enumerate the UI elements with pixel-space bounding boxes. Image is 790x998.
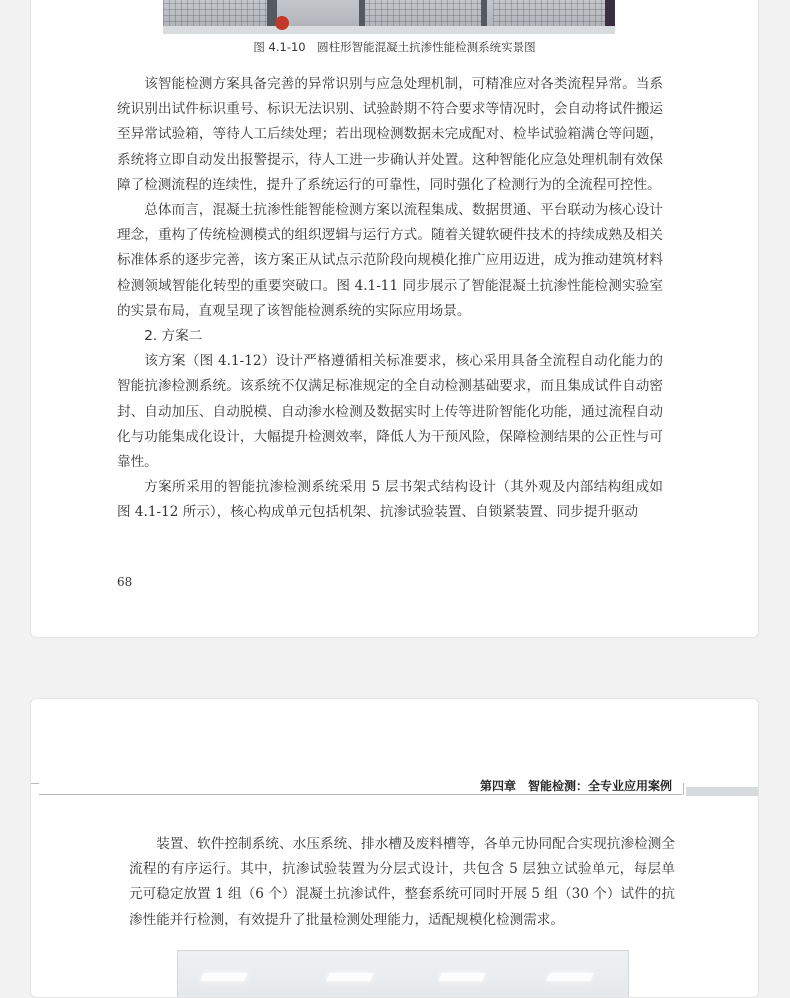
photo-ceiling-light [326, 973, 374, 981]
photo-ceiling-light [438, 973, 486, 981]
photo-ceiling-light [546, 973, 594, 981]
paragraph: 该智能检测方案具备完善的异常识别与应急处理机制，可精准应对各类流程异常。当系统识别出试件标识重号、标识无法识别、试验龄期不符合要求等情况时，会自动将试件搬运至异常试验箱，等待人工后续处理；若出现检测数据未完成配对、检毕试验箱满仓等问题，系统将立即自动发出报警提示，待人工进一步确认并处置。这种智能化应急处理机制有效保障了检测流程的连续性，提升了系统运行的可靠性，同时强化了检测行为的全流程可控性。 [117, 76, 663, 193]
header-rule-left [31, 783, 39, 784]
document-page-68 [30, 0, 759, 638]
chapter-title: 第四章 智能检测：全专业应用案例 [479, 779, 672, 793]
header-tick [683, 783, 684, 795]
photo-ceiling-light [200, 973, 248, 981]
body-text-page2 [129, 832, 675, 933]
page-number: 68 [117, 575, 133, 589]
paragraph: 装置、软件控制系统、水压系统、排水槽及废料槽等，各单元协同配合实现抗渗检测全流程的有序运行。其中，抗渗试验装置为分层式设计，共包含 5 层独立试验单元，每层单元可稳定放置 1 组（6 个）混凝土抗渗试件，整套系统可同时开展 5 组（30 个）试件的抗渗性能并行检测，有效提升了批量检测处理能力，适配规模化检测需求。 [129, 836, 675, 928]
header-rule [39, 794, 682, 795]
figure-caption: 图 4.1-10 圆柱形智能混凝土抗渗性能检测系统实景图 [253, 40, 536, 54]
section-heading: 2. 方案二 [144, 328, 203, 345]
paragraph: 该方案（图 4.1-12）设计严格遵循相关标准要求，核心采用具备全流程自动化能力的智能抗渗检测系统。该系统不仅满足标准规定的全自动检测基础要求，而且集成试件自动密封、自动加压、自动脱模、自动渗水检测及数据实时上传等进阶智能化功能，通过流程自动化与功能集成化设计，大幅提升检测效率，降低人为干预风险，保障检测结果的公正性与可靠性。 [117, 353, 663, 471]
running-header [31, 777, 758, 797]
photo-red-marker [275, 16, 289, 30]
paragraph: 总体而言，混凝土抗渗性能智能检测方案以流程集成、数据贯通、平台联动为核心设计理念，重构了传统检测模式的组织逻辑与运行方式。随着关键软硬件技术的持续成熟及相关标准体系的逐步完善，该方案正从试点示范阶段向规模化推广应用迈进，成为推动建筑材料检测领域智能化转型的重要突破口。图 4.1-11 同步展示了智能混凝土抗渗性能检测实验室的实景布局，直观呈现了该智能检测系统的实际应用场景。 [117, 202, 663, 319]
body-text-page1 [117, 72, 663, 526]
figure-photo-test-system [163, 0, 615, 34]
paragraph: 方案所采用的智能抗渗检测系统采用 5 层书架式结构设计（其外观及内部结构组成如图 4.1-12 所示），核心构成单元包括机架、抗渗试验装置、自锁紧装置、同步提升驱动 [117, 479, 663, 521]
photo-floor [163, 26, 615, 34]
header-tab-block [686, 787, 758, 796]
document-page-69 [30, 698, 759, 998]
figure-photo-lab [177, 950, 629, 998]
